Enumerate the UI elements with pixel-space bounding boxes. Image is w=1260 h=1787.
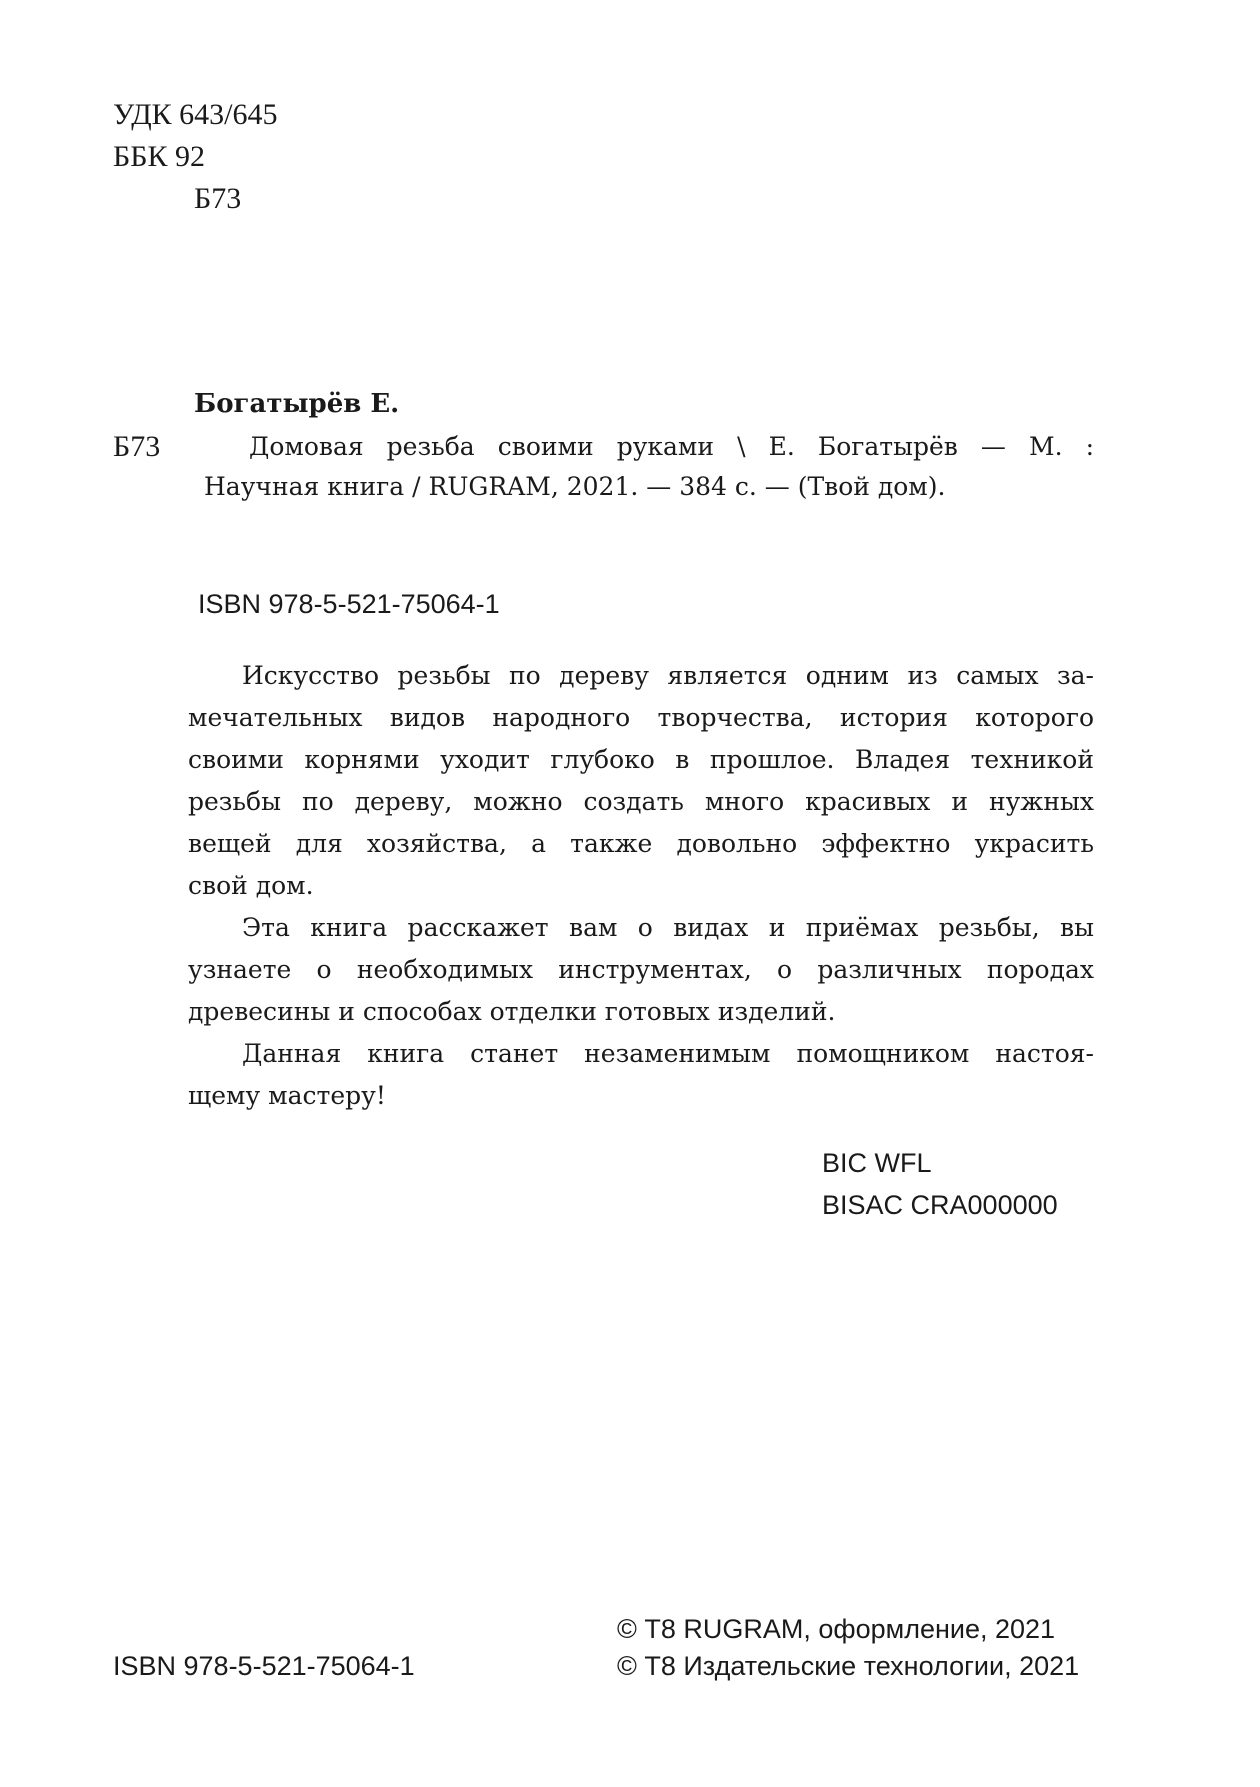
bisac-code: BISAC CRA000000: [822, 1190, 1058, 1220]
bbk-code: ББК 92: [113, 140, 205, 173]
annotation-line: древесины и способах отделки готовых изделий.: [188, 997, 836, 1026]
udk-code: УДК 643/645: [113, 98, 278, 131]
annotation-paragraph: [188, 907, 1094, 1033]
annotation-line: мечательных видов народного творчества, история которого: [188, 703, 1094, 732]
record-publisher-line: Научная книга / RUGRAM, 2021. — 384 с. — (Твой дом).: [204, 472, 946, 501]
copyright-design: © Т8 RUGRAM, оформление, 2021: [617, 1614, 1056, 1644]
author-name: Богатырёв Е.: [194, 389, 400, 419]
annotation-line: щему мастеру!: [188, 1081, 386, 1110]
annotation-line: Данная книга станет незаменимым помощником настоя-: [242, 1039, 1094, 1068]
annotation-line: Эта книга расскажет вам о видах и приёмах резьбы, вы: [242, 913, 1094, 942]
annotation-line: свой дом.: [188, 871, 314, 900]
copyright-publisher: © Т8 Издательские технологии, 2021: [617, 1651, 1080, 1681]
bic-code: BIC WFL: [822, 1148, 932, 1178]
annotation-paragraph: [188, 1033, 1094, 1117]
annotation-line: вещей для хозяйства, а также довольно эффектно украсить: [188, 829, 1094, 858]
annotation-line: резьбы по дереву, можно создать много красивых и нужных: [188, 787, 1094, 816]
record-title-line: Домовая резьба своими руками \ Е. Богатырёв — М. :: [249, 432, 1094, 461]
author-mark-top: Б73: [194, 182, 242, 215]
annotation-line: Искусство резьбы по дереву является одним из самых за-: [242, 661, 1094, 690]
annotation-line: узнаете о необходимых инструментах, о различных породах: [188, 955, 1094, 984]
annotation-paragraph: [188, 655, 1094, 907]
annotation: [188, 655, 1094, 1117]
author-mark: Б73: [113, 430, 161, 463]
isbn-main: ISBN 978-5-521-75064-1: [198, 589, 500, 619]
isbn-footer: ISBN 978-5-521-75064-1: [113, 1651, 415, 1681]
annotation-line: своими корнями уходит глубоко в прошлое. Владея техникой: [188, 745, 1094, 774]
